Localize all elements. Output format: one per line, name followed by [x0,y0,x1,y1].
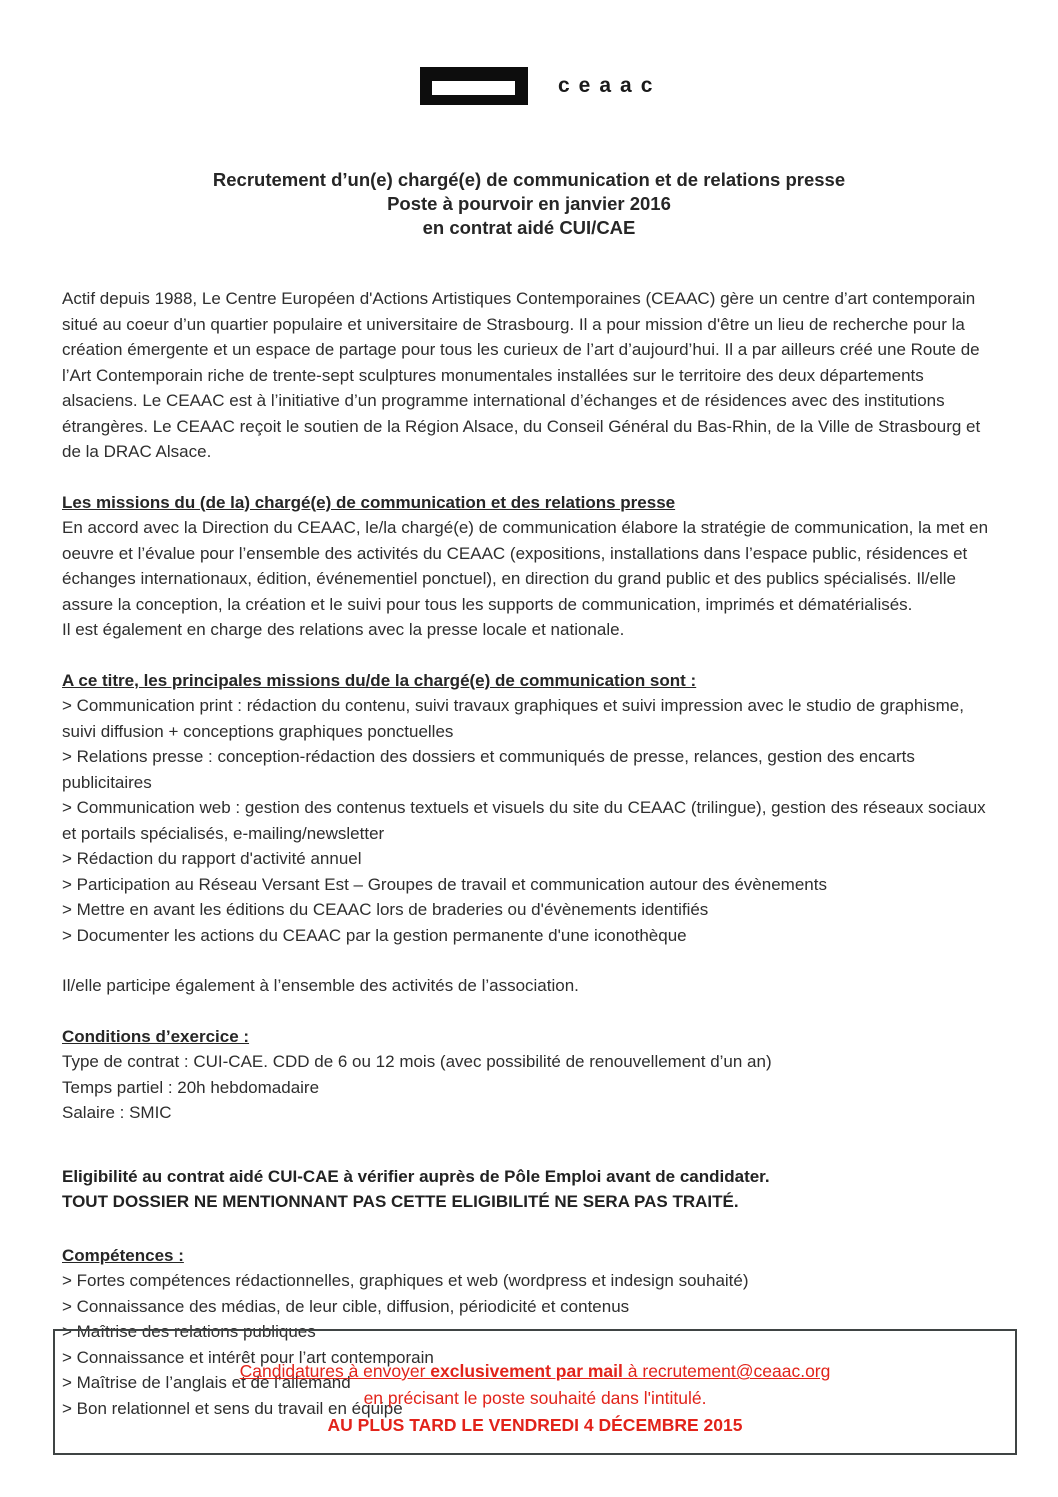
mission-item: > Relations presse : conception-rédaction des dossiers et communiqués de presse, relances, gestion des encarts publicitaires [62,747,915,792]
intro-paragraph: Actif depuis 1988, Le Centre Européen d'Actions Artistiques Contemporaines (CEAAC) gère un centre d’art contemporain situé au coeur d’un quartier populaire et universitaire de Strasbourg. Il a pour mission d'être un lieu de recherche pour la création émergente et un espace de partage pour tous les curieux de l’art d’aujourd’hui. Il a par ailleurs créé une Route de l’Art Contemporain riche de trente-sept sculptures monumentales installées sur le territoire des deux départements alsaciens. Le CEAAC est à l’initiative d’un programme international d’échanges et de résidences avec des institutions étrangères. Le CEAAC reçoit le soutien de la Région Alsace, du Conseil Général du Bas-Rhin, de la Ville de Strasbourg et de la DRAC Alsace. [62,289,981,461]
mission-item: > Communication web : gestion des contenus textuels et visuels du site du CEAAC (trilingue), gestion des réseaux sociaux et portails spécialisés, e-mailing/newsletter [62,798,986,843]
missions-body: En accord avec la Direction du CEAAC, le/la chargé(e) de communication élabore la stratégie de communication, la met en oeuvre et l’évalue pour l’ensemble des activités du CEAAC (expositions, installations dans l’espace public, résidences et échanges internationaux, édition, événementiel ponctuel), en direction du grand public et des publics spécialisés. Il/elle assure la conception, la création et le suivi pour tous les supports de communication, imprimés et dématérialisés. [62,518,989,614]
mission-item: > Communication print : rédaction du contenu, suivi travaux graphiques et suivi impression avec le studio de graphisme, suivi diffusion + conceptions graphiques ponctuelles [62,696,964,741]
application-line-2: en précisant le poste souhaité dans l'intitulé. [363,1388,707,1408]
conditions-heading: Conditions d’exercice : [62,1026,250,1046]
condition-line: Type de contrat : CUI-CAE. CDD de 6 ou 12 mois (avec possibilité de renouvellement d’un an) [62,1052,772,1071]
application-instructions-box [53,1329,1017,1455]
section-missions [62,490,996,643]
section-principal-missions [62,668,996,949]
competence-item: > Bon relationnel et sens du travail en équipe [62,1398,403,1418]
competence-item: > Fortes compétences rédactionnelles, graphiques et web (wordpress et indesign souhaité) [62,1271,749,1290]
mission-item: > Participation au Réseau Versant Est – Groupes de travail et communication autour des évènements [62,874,827,894]
competences-heading: Compétences : [62,1245,184,1265]
competence-item: > Maîtrise de l’anglais et de l’allemand [62,1373,351,1392]
title-line-3: en contrat aidé CUI/CAE [422,217,636,238]
application-line1-bold: exclusivement par mail [430,1361,623,1381]
application-line1-pre: Candidatures à envoyer [239,1361,431,1381]
title-line-1: Recrutement d’un(e) chargé(e) de communication et de relations presse [212,169,846,190]
recruitment-email-link[interactable]: recrutement@ceaac.org [642,1361,831,1381]
condition-line: Salaire : SMIC [62,1103,172,1122]
principal-missions-heading: A ce titre, les principales missions du/de la chargé(e) de communication sont : [62,670,697,690]
logo-wordmark: ceaac [558,74,662,97]
principal-missions-list [62,693,996,948]
condition-line: Temps partiel : 20h hebdomadaire [62,1077,320,1097]
ceaac-logo-icon [420,67,528,105]
title-line-2: Poste à pourvoir en janvier 2016 [387,193,671,214]
section-conditions [62,1024,996,1126]
eligibility-line-2: TOUT DOSSIER NE MENTIONNANT PAS CETTE ELIGIBILITÉ NE SERA PAS TRAITÉ. [62,1192,739,1211]
application-line-1 [55,1358,1015,1385]
eligibility-notice [62,1164,996,1215]
participation-note: Il/elle participe également à l’ensemble des activités de l’association. [62,976,579,995]
application-deadline: AU PLUS TARD LE VENDREDI 4 DÉCEMBRE 2015 [327,1415,743,1435]
competence-item: > Connaissance et intérêt pour l’art contemporain [62,1347,434,1367]
mission-item: > Documenter les actions du CEAAC par la gestion permanente d'une iconothèque [62,925,687,945]
ceaac-logo-bar [432,81,515,95]
missions-heading: Les missions du (de la) chargé(e) de communication et des relations presse [62,492,676,512]
competence-item: > Maîtrise des relations publiques [62,1322,316,1341]
eligibility-line-1: Eligibilité au contrat aidé CUI-CAE à vérifier auprès de Pôle Emploi avant de candidater. [62,1166,770,1186]
application-line1-mid: à [622,1361,643,1381]
page-title [62,168,996,240]
competence-item: > Connaissance des médias, de leur cible, diffusion, périodicité et contenus [62,1296,630,1316]
missions-body-2: Il est également en charge des relations avec la presse locale et nationale. [62,620,625,639]
mission-item: > Mettre en avant les éditions du CEAAC lors de braderies ou d'évènements identifiés [62,900,709,919]
mission-item: > Rédaction du rapport d'activité annuel [62,849,362,868]
logo [420,67,661,105]
